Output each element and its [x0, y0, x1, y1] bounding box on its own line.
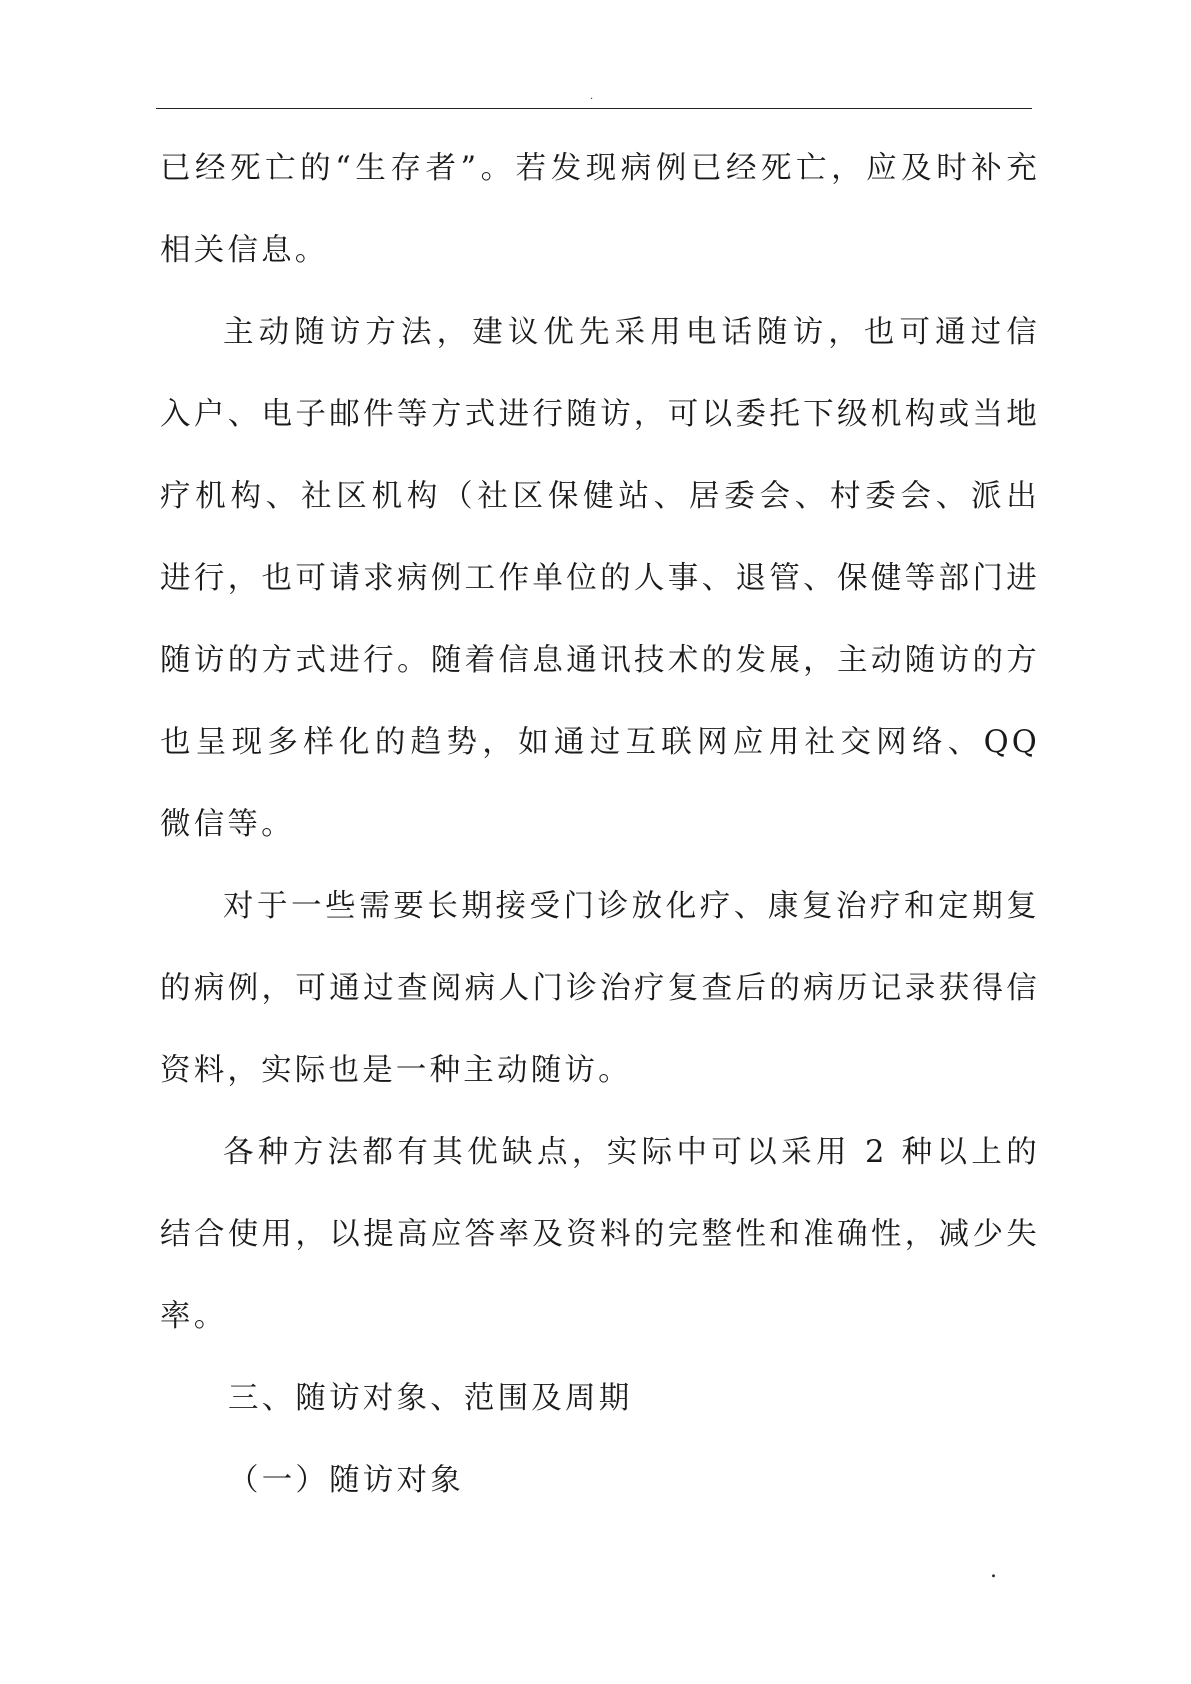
p2-line-6: 也呈现多样化的趋势，如通过互联网应用社交网络、QQ: [160, 725, 1040, 760]
document-body: [160, 128, 1040, 1522]
p4-line-2: 结合使用，以提高应答率及资料的完整性和准确性，减少失: [160, 1217, 1040, 1252]
p3-line-1: 对于一些需要长期接受门诊放化疗、康复治疗和定期复: [223, 889, 1040, 924]
section-heading: 三、随访对象、范围及周期: [228, 1381, 633, 1416]
p2-line-1: 主动随访方法，建议优先采用电话随访，也可通过信: [223, 315, 1040, 350]
p3-line-2: 的病例，可通过查阅病人门诊治疗复查后的病历记录获得信: [160, 971, 1040, 1006]
p2-line-5: 随访的方式进行。随着信息通讯技术的发展，主动随访的方: [160, 643, 1040, 678]
p4-line-3: 率。: [160, 1299, 228, 1334]
p1-line-1: 已经死亡的“生存者”。若发现病例已经死亡，应及时补充: [160, 151, 1040, 186]
p2-line-7: 微信等。: [160, 807, 295, 842]
p2-line-2: 入户、电子邮件等方式进行随访，可以委托下级机构或当地: [160, 397, 1040, 432]
p2-line-3: 疗机构、社区机构（社区保健站、居委会、村委会、派出: [160, 479, 1040, 514]
p3-line-3: 资料，实际也是一种主动随访。: [160, 1053, 632, 1088]
p1-line-2: 相关信息。: [160, 233, 329, 268]
footer-mark: .: [990, 1558, 997, 1583]
header-rule: [156, 108, 1032, 109]
p4-line-1: 各种方法都有其优缺点，实际中可以采用 2 种以上的: [223, 1135, 1040, 1170]
p2-line-4: 进行，也可请求病例工作单位的人事、退管、保健等部门进: [160, 561, 1040, 596]
subsection-heading: （一）随访对象: [228, 1463, 464, 1498]
header-mark: .: [590, 91, 594, 102]
